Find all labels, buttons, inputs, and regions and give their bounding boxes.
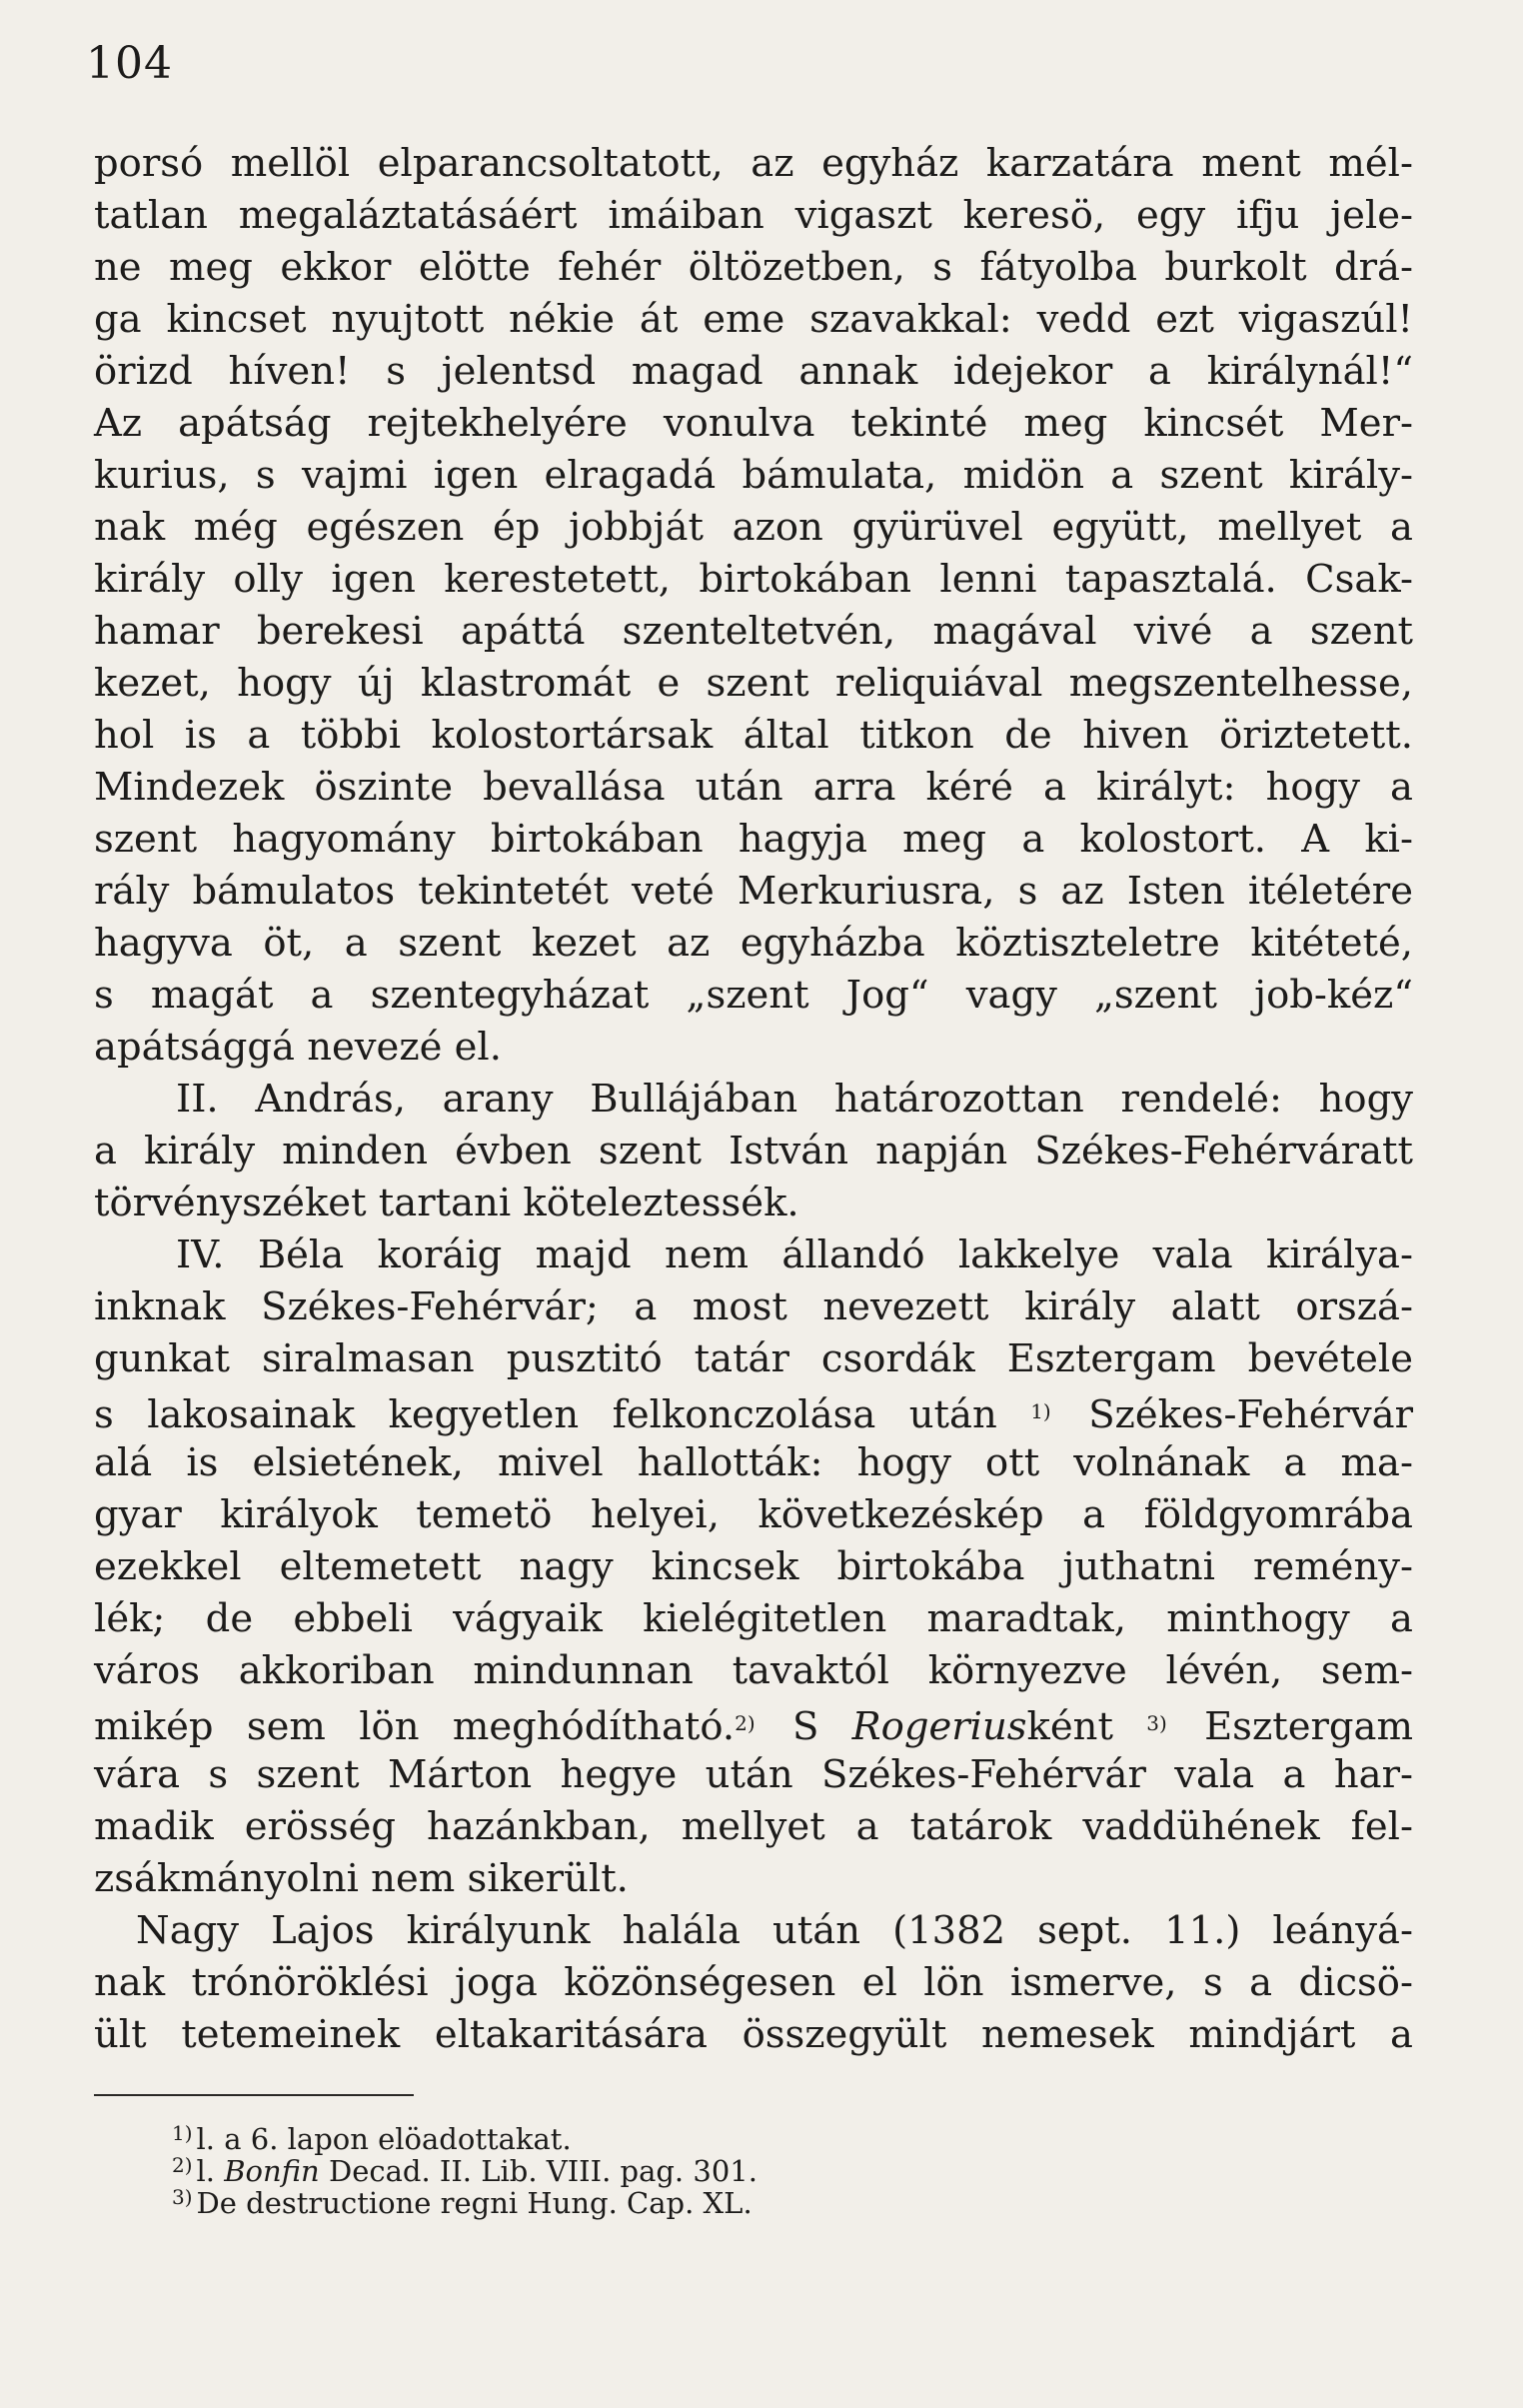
footnote-marker: 2) [735, 1711, 756, 1735]
text-line: nak még egészen ép jobbját azon gyürüvel együtt, mellyet a [94, 505, 1413, 550]
text-segment: Esztergam [1204, 1704, 1413, 1749]
footnote-marker: 1) [1030, 1399, 1051, 1423]
footnote-author: Bonfin [224, 2154, 320, 2188]
footnote-marker: 2) [172, 2153, 193, 2177]
text-line: nak trónöröklési joga közönségesen el lön ismerve, s a dicsö- [94, 1960, 1413, 2005]
footnotes [172, 2117, 758, 2220]
text-segment: S [791, 1704, 819, 1749]
text-line: szent hagyomány birtokában hagyja meg a kolostort. A ki- [94, 817, 1413, 862]
body-text [94, 138, 1413, 2061]
text-line: ga kincset nyujtott nékie át eme szavakkal: vedd ezt vigaszúl! [94, 297, 1413, 342]
footnote-text: Decad. II. Lib. VIII. pag. 301. [328, 2154, 758, 2188]
text-line: király olly igen kerestetett, birtokában lenni tapasztalá. Csak- [94, 557, 1413, 602]
text-line: Az apátság rejtekhelyére vonulva tekinté meg kincsét Mer- [94, 401, 1413, 446]
text-line: porsó mellöl elparancsoltatott, az egyház karzatára ment mél- [94, 141, 1413, 186]
footnote: $^{2)}$ l. Bonfin Decad. II. Lib. VIII. pag. 301. [172, 2153, 758, 2188]
footnote-marker: 1) [172, 2121, 193, 2145]
text-line: hagyva öt, a szent kezet az egyházba köztiszteletre kitéteté, [94, 921, 1413, 966]
text-line: a király minden évben szent István napján Székes-Fehérváratt [94, 1129, 1413, 1174]
text-line: ezekkel eltemetett nagy kincsek birtokába juthatni remény- [94, 1544, 1413, 1589]
footnote-separator [94, 2094, 414, 2096]
footnote-text: De destructione regni Hung. Cap. XL. [196, 2186, 753, 2220]
text-line: hamar berekesi apáttá szenteltetvén, magával vivé a szent [94, 609, 1413, 654]
text-line: vára s szent Márton hegye után Székes-Fehérvár vala a har- [94, 1752, 1413, 1797]
text-line: madik erösség hazánkban, mellyet a tatárok vaddühének fel- [94, 1804, 1413, 1849]
text-line: alá is elsietének, mivel hallották: hogy ott volnának a ma- [94, 1440, 1413, 1485]
text-line: tatlan megaláztatásáért imáiban vigaszt keresö, egy ifju jele- [94, 193, 1413, 238]
footnote-marker: 3) [1146, 1711, 1167, 1735]
text-line: törvényszéket tartani köteleztessék. [94, 1181, 799, 1225]
text-line: Mindezek öszinte bevallása után arra kéré a királyt: hogy a [94, 765, 1413, 810]
text-line-with-footnote [94, 1385, 1413, 1437]
paragraph-start-line: IV. Béla koráig majd nem állandó lakkelye vala királya- [176, 1232, 1413, 1277]
text-line: lék; de ebbeli vágyaik kielégitetlen maradtak, minthogy a [94, 1596, 1413, 1641]
text-segment: mikép sem lön meghódítható. [94, 1704, 736, 1749]
text-line: hol is a többi kolostortársak által titkon de hiven öriztetett. [94, 713, 1413, 758]
text-line: gyar királyok temetö helyei, következéskép a földgyomrába [94, 1492, 1413, 1537]
text-line: ült tetemeinek eltakaritására összegyült nemesek mindjárt a [94, 2012, 1413, 2057]
text-line: s magát a szentegyházat „szent Jog“ vagy „szent job-kéz“ [94, 973, 1413, 1018]
footnote [172, 2181, 758, 2220]
text-line: kezet, hogy új klastromát e szent reliquiával megszentelhesse, [94, 661, 1413, 706]
footnote-marker: 3) [172, 2185, 193, 2209]
footnote [172, 2117, 758, 2156]
text-line: inknak Székes-Fehérvár; a most nevezett király alatt orszá- [94, 1284, 1413, 1329]
text-line: gunkat siralmasan pusztitó tatár csordák Esztergam bevétele [94, 1336, 1413, 1381]
text-line-with-footnote [94, 1697, 1413, 1749]
text-line: apátsággá nevezé el. [94, 1025, 502, 1070]
paragraph-start-line: Nagy Lajos királyunk halála után (1382 sept. 11.) leányá- [136, 1908, 1413, 1953]
page-number: 104 [86, 38, 173, 89]
text-line: rály bámulatos tekintetét veté Merkuriusra, s az Isten itéletére [94, 869, 1413, 914]
text-segment: s lakosainak kegyetlen felkonczolása után [94, 1392, 997, 1437]
text-segment: ként [1026, 1704, 1113, 1749]
text-line: ne meg ekkor elötte fehér öltözetben, s fátyolba burkolt drá- [94, 245, 1413, 290]
author-name: Rogerius [851, 1704, 1027, 1749]
text-segment: Székes-Fehérvár [1088, 1392, 1413, 1437]
text-line: város akkoriban mindunnan tavaktól környezve lévén, sem- [94, 1648, 1413, 1693]
paragraph-start-line: II. András, arany Bullájában határozottan rendelé: hogy [176, 1077, 1413, 1122]
text-line: örizd híven! s jelentsd magad annak idejekor a királynál!“ [94, 349, 1413, 394]
footnote-text: l. a 6. lapon elöadottakat. [196, 2122, 572, 2156]
text-line: zsákmányolni nem sikerült. [94, 1856, 629, 1901]
text-line: kurius, s vajmi igen elragadá bámulata, midön a szent király- [94, 453, 1413, 498]
